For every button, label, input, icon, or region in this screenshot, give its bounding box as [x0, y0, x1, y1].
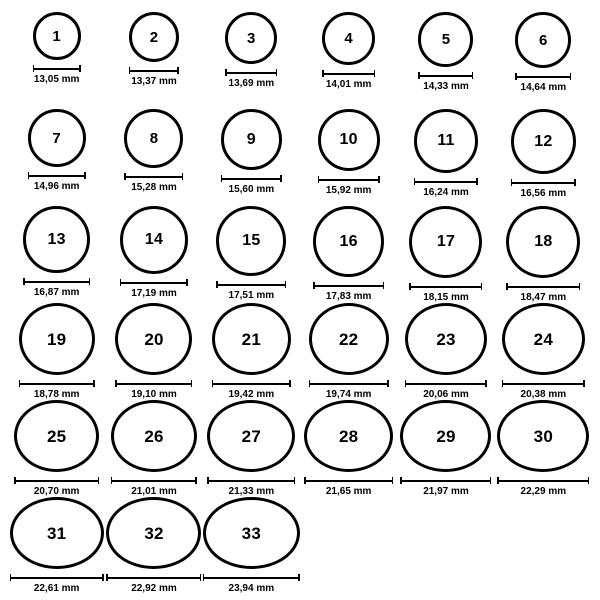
- ring-size-cell: [300, 303, 397, 400]
- ring-size-cell: [105, 400, 202, 497]
- ring-measure: [28, 172, 86, 192]
- measure-bar: [106, 574, 201, 581]
- measure-line: [124, 176, 183, 178]
- measure-bar: [497, 477, 589, 484]
- ring-size-number: 13: [47, 230, 66, 248]
- measure-bar: [502, 380, 585, 387]
- ring-size-cell: [397, 303, 494, 400]
- ring-circle: [409, 206, 482, 278]
- ring-measure: [124, 173, 183, 193]
- ring-measure: [14, 477, 99, 497]
- measure-bar: [221, 175, 282, 182]
- ring-circle: [414, 109, 478, 173]
- ring-size-cell: [8, 109, 105, 206]
- ring-circle: [28, 109, 86, 167]
- measure-line: [405, 383, 487, 385]
- measure-value: 18,47 mm: [520, 292, 567, 303]
- ring-circle: [106, 497, 201, 569]
- ring-size-cell: [105, 206, 202, 303]
- measure-value: 17,19 mm: [131, 288, 177, 299]
- ring-size-number: 31: [47, 523, 67, 543]
- ring-size-cell: [397, 400, 494, 497]
- measure-value: 14,01 mm: [325, 79, 372, 90]
- ring-size-number: 12: [534, 132, 553, 150]
- measure-line: [497, 480, 589, 482]
- measure-value: 17,51 mm: [228, 290, 275, 301]
- measure-bar: [304, 477, 393, 484]
- ring-measure: [304, 477, 393, 497]
- ring-measure: [502, 380, 585, 400]
- measure-value: 21,65 mm: [325, 486, 372, 497]
- ring-size-cell: [8, 303, 105, 400]
- ring-measure: [405, 380, 487, 400]
- ring-circle: [322, 12, 375, 65]
- ring-measure: [23, 278, 90, 298]
- measure-line: [502, 383, 585, 385]
- ring-size-number: 11: [437, 132, 455, 149]
- ring-size-cell: [203, 497, 300, 594]
- measure-line: [33, 68, 81, 70]
- ring-size-number: 20: [144, 329, 164, 349]
- ring-measure: [418, 72, 473, 92]
- ring-circle: [19, 303, 95, 375]
- measure-line: [115, 383, 192, 385]
- measure-value: 15,92 mm: [325, 185, 372, 196]
- measure-bar: [409, 283, 482, 290]
- ring-size-cell: [203, 12, 300, 109]
- measure-bar: [506, 283, 580, 290]
- measure-line: [207, 480, 295, 482]
- ring-circle: [33, 12, 81, 60]
- ring-circle: [120, 206, 188, 274]
- ring-size-cell: [203, 109, 300, 206]
- ring-size-number: 24: [533, 329, 553, 349]
- measure-value: 19,10 mm: [131, 389, 177, 400]
- ring-size-cell: [8, 497, 105, 594]
- ring-size-number: 27: [241, 426, 261, 446]
- measure-value: 18,15 mm: [423, 292, 469, 303]
- ring-size-cell: [8, 206, 105, 303]
- measure-line: [225, 72, 277, 74]
- ring-size-number: 22: [339, 329, 359, 349]
- ring-measure: [33, 65, 81, 85]
- ring-circle: [212, 303, 291, 375]
- measure-value: 17,83 mm: [325, 291, 372, 302]
- ring-size-cell: [300, 206, 397, 303]
- measure-value: 13,37 mm: [131, 76, 177, 87]
- measure-line: [106, 577, 201, 579]
- measure-bar: [33, 65, 81, 72]
- ring-circle: [221, 109, 282, 170]
- ring-circle: [400, 400, 491, 472]
- measure-value: 22,29 mm: [520, 486, 567, 497]
- ring-size-number: 8: [149, 130, 159, 147]
- ring-circle: [124, 109, 183, 168]
- ring-size-number: 26: [144, 426, 164, 446]
- ring-measure: [111, 477, 197, 497]
- ring-circle: [418, 12, 473, 67]
- ring-size-cell: [203, 206, 300, 303]
- ring-measure: [313, 282, 384, 302]
- ring-size-cell: [495, 400, 592, 497]
- measure-line: [212, 383, 291, 385]
- measure-line: [400, 480, 491, 482]
- measure-line: [418, 75, 473, 77]
- ring-measure: [106, 574, 201, 594]
- ring-size-cell: [495, 12, 592, 109]
- measure-line: [111, 480, 197, 482]
- ring-measure: [409, 283, 482, 303]
- ring-measure: [212, 380, 291, 400]
- ring-size-number: 33: [241, 523, 261, 543]
- ring-circle: [207, 400, 295, 472]
- ring-size-number: 32: [144, 523, 164, 543]
- ring-circle: [511, 109, 576, 174]
- measure-bar: [203, 574, 300, 581]
- measure-value: 19,74 mm: [325, 389, 372, 400]
- measure-line: [414, 181, 478, 183]
- ring-size-number: 18: [534, 233, 553, 250]
- ring-circle: [318, 109, 380, 171]
- measure-line: [318, 179, 380, 181]
- ring-measure: [506, 283, 580, 303]
- ring-size-number: 6: [539, 31, 548, 49]
- measure-value: 23,94 mm: [228, 583, 275, 594]
- measure-bar: [111, 477, 197, 484]
- measure-value: 15,60 mm: [228, 184, 275, 195]
- ring-size-cell: [105, 497, 202, 594]
- ring-circle: [515, 12, 571, 68]
- measure-line: [23, 281, 90, 283]
- ring-size-number: 21: [241, 329, 261, 349]
- ring-circle: [23, 206, 90, 273]
- ring-size-number: 29: [436, 426, 456, 446]
- measure-bar: [405, 380, 487, 387]
- ring-circle: [129, 12, 179, 62]
- ring-size-cell: [203, 303, 300, 400]
- ring-measure: [497, 477, 589, 497]
- measure-value: 16,87 mm: [33, 287, 80, 298]
- ring-measure: [225, 69, 277, 89]
- measure-line: [313, 285, 384, 287]
- ring-circle: [506, 206, 580, 278]
- ring-circle: [304, 400, 393, 472]
- ring-circle: [203, 497, 300, 569]
- ring-size-number: 1: [52, 27, 61, 45]
- ring-size-number: 15: [242, 232, 261, 249]
- ring-size-number: 25: [47, 426, 67, 446]
- measure-line: [511, 182, 576, 184]
- ring-circle: [111, 400, 197, 472]
- ring-size-number: 14: [144, 231, 164, 248]
- measure-line: [129, 70, 179, 72]
- measure-value: 16,24 mm: [423, 187, 469, 198]
- ring-size-cell: [495, 206, 592, 303]
- ring-measure: [203, 574, 300, 594]
- measure-bar: [10, 574, 104, 581]
- ring-size-cell: [397, 109, 494, 206]
- measure-value: 21,97 mm: [423, 486, 469, 497]
- ring-size-number: 4: [344, 30, 353, 47]
- ring-size-cell: [105, 109, 202, 206]
- ring-circle: [10, 497, 104, 569]
- measure-value: 18,78 mm: [33, 389, 80, 400]
- ring-measure: [309, 380, 389, 400]
- measure-bar: [28, 172, 86, 179]
- ring-size-cell: [495, 303, 592, 400]
- measure-bar: [511, 179, 576, 186]
- ring-measure: [120, 279, 188, 299]
- ring-size-number: 5: [441, 31, 451, 48]
- measure-value: 13,05 mm: [33, 74, 80, 85]
- ring-size-cell: [8, 12, 105, 109]
- ring-size-number: 3: [247, 29, 256, 47]
- measure-value: 21,01 mm: [131, 486, 177, 497]
- measure-line: [216, 284, 286, 286]
- ring-circle: [115, 303, 192, 375]
- measure-bar: [400, 477, 491, 484]
- measure-bar: [225, 69, 277, 76]
- measure-line: [28, 175, 86, 177]
- ring-size-number: 16: [339, 232, 358, 250]
- measure-value: 16,56 mm: [520, 188, 567, 199]
- ring-size-cell: [105, 303, 202, 400]
- ring-size-number: 23: [436, 329, 456, 349]
- ring-measure: [115, 380, 192, 400]
- ring-circle: [497, 400, 589, 472]
- ring-circle: [313, 206, 384, 277]
- measure-value: 22,92 mm: [131, 583, 177, 594]
- ring-circle: [309, 303, 389, 375]
- ring-size-number: 30: [533, 426, 553, 446]
- ring-size-number: 2: [149, 28, 159, 46]
- measure-line: [221, 178, 282, 180]
- ring-size-number: 9: [246, 130, 256, 148]
- measure-value: 14,96 mm: [33, 181, 80, 192]
- ring-measure: [515, 73, 571, 93]
- ring-circle: [225, 12, 277, 64]
- measure-bar: [14, 477, 99, 484]
- ring-circle: [14, 400, 99, 472]
- measure-value: 22,61 mm: [33, 583, 80, 594]
- measure-line: [309, 383, 389, 385]
- measure-bar: [23, 278, 90, 285]
- measure-bar: [318, 176, 380, 183]
- measure-bar: [212, 380, 291, 387]
- ring-size-cell: [397, 206, 494, 303]
- measure-line: [120, 282, 188, 284]
- ring-circle: [405, 303, 487, 375]
- measure-value: 13,69 mm: [228, 78, 275, 89]
- ring-size-number: 10: [339, 131, 358, 148]
- ring-circle: [502, 303, 585, 375]
- measure-bar: [120, 279, 188, 286]
- ring-measure: [221, 175, 282, 195]
- ring-measure: [216, 281, 286, 301]
- measure-value: 15,28 mm: [131, 182, 177, 193]
- measure-bar: [313, 282, 384, 289]
- ring-size-cell: [300, 12, 397, 109]
- ring-size-cell: [300, 400, 397, 497]
- measure-bar: [19, 380, 95, 387]
- measure-bar: [207, 477, 295, 484]
- ring-measure: [414, 178, 478, 198]
- ring-size-grid: [8, 12, 592, 594]
- measure-bar: [418, 72, 473, 79]
- ring-size-number: 7: [52, 129, 61, 147]
- measure-bar: [216, 281, 286, 288]
- measure-value: 14,64 mm: [520, 82, 567, 93]
- ring-size-number: 17: [436, 233, 456, 250]
- measure-line: [304, 480, 393, 482]
- measure-line: [203, 577, 300, 579]
- measure-line: [506, 286, 580, 288]
- measure-value: 20,70 mm: [33, 486, 80, 497]
- ring-size-cell: [495, 109, 592, 206]
- measure-value: 21,33 mm: [228, 486, 275, 497]
- ring-measure: [129, 67, 179, 87]
- measure-bar: [322, 70, 375, 77]
- measure-line: [322, 73, 375, 75]
- ring-measure: [322, 70, 375, 90]
- ring-measure: [207, 477, 295, 497]
- measure-line: [14, 480, 99, 482]
- ring-size-number: 19: [47, 329, 67, 349]
- measure-bar: [115, 380, 192, 387]
- ring-circle: [216, 206, 286, 276]
- ring-measure: [400, 477, 491, 497]
- measure-line: [515, 76, 571, 78]
- measure-line: [19, 383, 95, 385]
- ring-measure: [10, 574, 104, 594]
- measure-bar: [515, 73, 571, 80]
- measure-value: 20,38 mm: [520, 389, 567, 400]
- ring-measure: [19, 380, 95, 400]
- ring-measure: [318, 176, 380, 196]
- ring-size-number: 28: [339, 426, 359, 446]
- ring-measure: [511, 179, 576, 199]
- measure-value: 19,42 mm: [228, 389, 275, 400]
- measure-line: [409, 286, 482, 288]
- measure-bar: [129, 67, 179, 74]
- measure-value: 20,06 mm: [423, 389, 469, 400]
- measure-value: 14,33 mm: [423, 81, 469, 92]
- measure-bar: [414, 178, 478, 185]
- ring-size-cell: [105, 12, 202, 109]
- ring-size-cell: [8, 400, 105, 497]
- ring-size-cell: [300, 109, 397, 206]
- ring-size-cell: [397, 12, 494, 109]
- measure-bar: [309, 380, 389, 387]
- measure-bar: [124, 173, 183, 180]
- measure-line: [10, 577, 104, 579]
- ring-size-cell: [203, 400, 300, 497]
